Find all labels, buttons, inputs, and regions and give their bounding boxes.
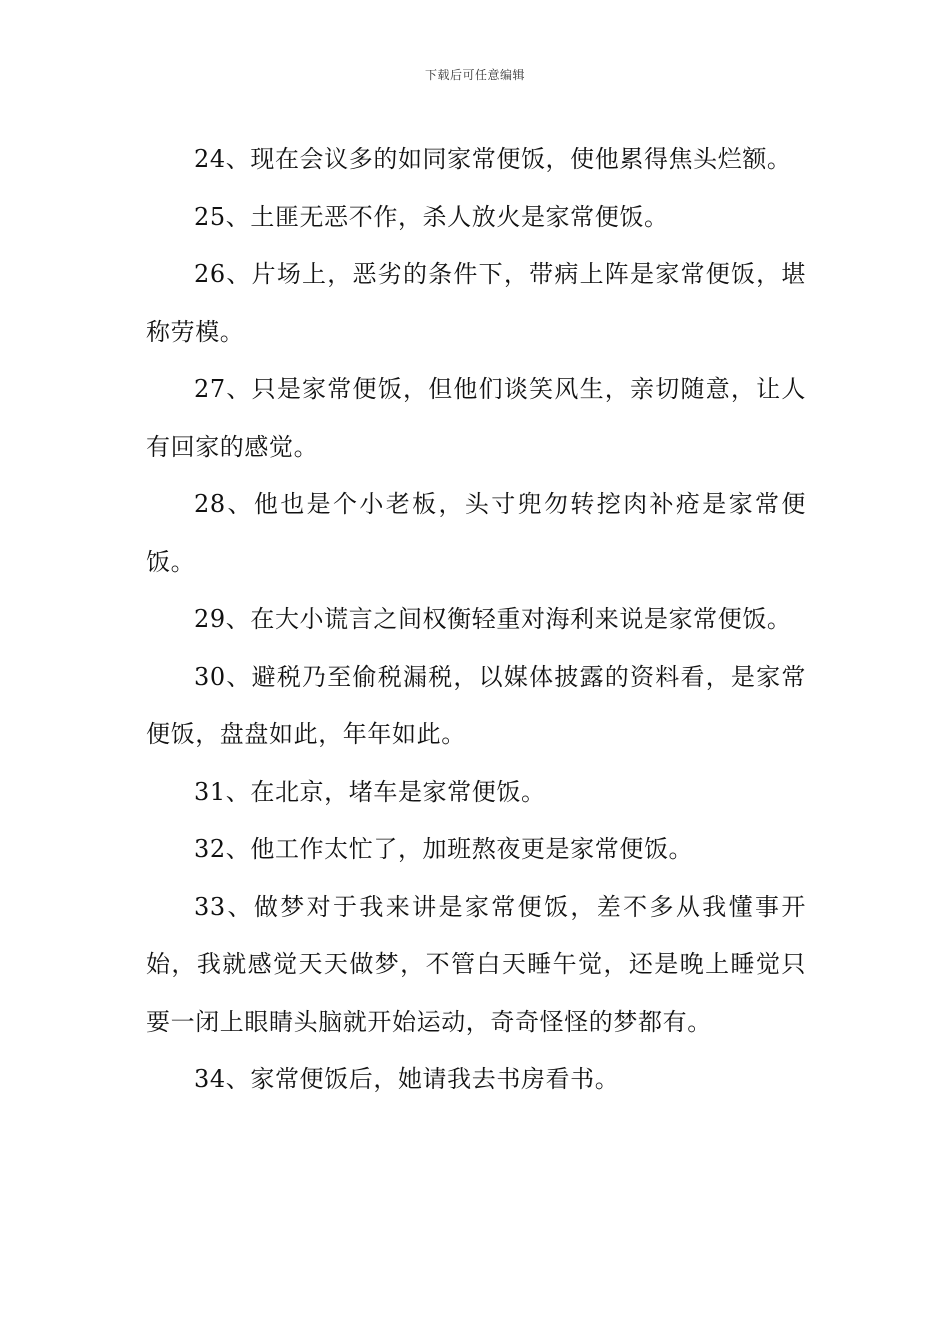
sentence-paragraph: 31、在北京，堵车是家常便饭。 xyxy=(194,777,546,806)
sentence-paragraph: 24、现在会议多的如同家常便饭，使他累得焦头烂额。 xyxy=(194,145,792,173)
page-header: 下载后可任意编辑 xyxy=(424,68,525,82)
sentence-paragraph: 26、片场上，恶劣的条件下，带病上阵是家常便饭，堪称劳模。 xyxy=(146,260,806,346)
document-body xyxy=(146,131,806,1109)
sentence-paragraph: 25、土匪无恶不作，杀人放火是家常便饭。 xyxy=(194,202,669,231)
sentence-paragraph: 33、做梦对于我来讲是家常便饭，差不多从我懂事开始，我就感觉天天做梦，不管白天睡午觉，还是晚上睡觉只要一闭上眼睛头脑就开始运动，奇奇怪怪的梦都有。 xyxy=(146,892,806,1036)
sentence-paragraph: 32、他工作太忙了，加班熬夜更是家常便饭。 xyxy=(194,835,694,863)
sentence-paragraph: 27、只是家常便饭，但他们谈笑风生，亲切随意，让人有回家的感觉。 xyxy=(146,375,806,461)
sentence-paragraph: 34、家常便饭后，她请我去书房看书。 xyxy=(194,1065,620,1093)
sentence-paragraph: 28、他也是个小老板，头寸兜勿转挖肉补疮是家常便饭。 xyxy=(146,490,806,576)
sentence-paragraph: 30、避税乃至偷税漏税，以媒体披露的资料看，是家常便饭，盘盘如此，年年如此。 xyxy=(146,662,806,748)
sentence-paragraph: 29、在大小谎言之间权衡轻重对海利来说是家常便饭。 xyxy=(194,605,792,633)
